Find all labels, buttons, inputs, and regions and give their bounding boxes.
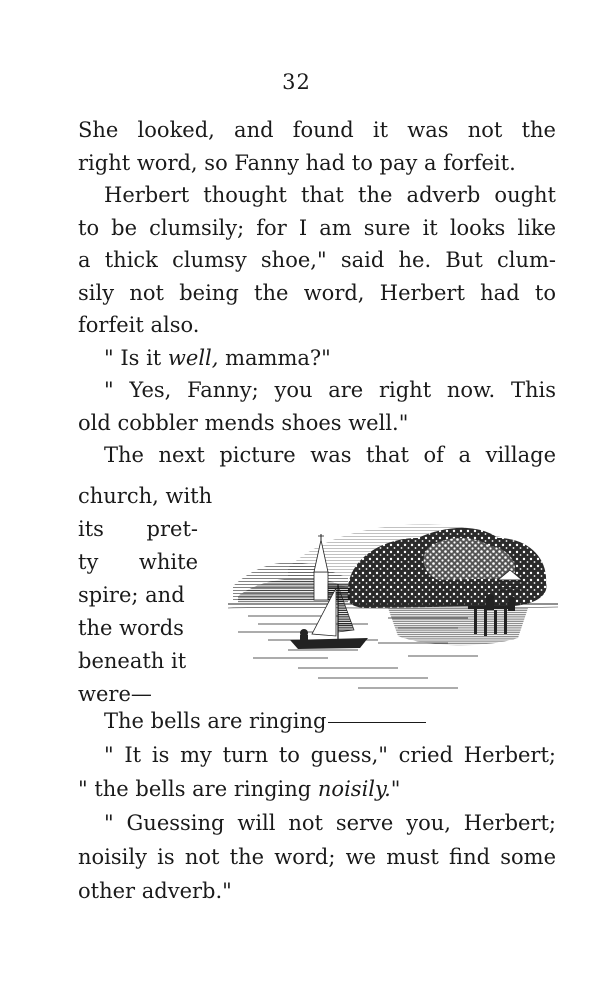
text-line: " Yes, Fanny; you are right now. This	[104, 378, 556, 402]
text-line: the words	[78, 616, 184, 640]
text-line: Herbert thought that the adverb ought	[104, 183, 556, 207]
italic-word: well,	[167, 345, 219, 370]
text-line: to be clumsily; for I am sure it looks like	[78, 215, 556, 240]
text-line: were—	[78, 682, 152, 706]
text-line: The next picture was that of a village	[104, 443, 556, 467]
text-line: a thick clumsy shoe," said he. But clum-	[78, 248, 556, 272]
dialogue-line	[78, 772, 556, 806]
text-line: " Guessing will not serve you, Herbert;	[104, 811, 556, 835]
text-line: other adverb."	[78, 879, 232, 903]
text-line: old cobbler mends shoes well."	[78, 410, 409, 435]
text-line: " It is my turn to guess," cried Herbert;	[104, 743, 556, 767]
text-line: church, with	[78, 484, 213, 508]
village-church-engraving	[228, 508, 558, 698]
text-line: forfeit also.	[78, 313, 200, 337]
text-line: its pret-	[78, 517, 198, 541]
wrapped-text-column	[78, 480, 228, 711]
page-number: 32	[282, 70, 311, 94]
blank-dash-rule	[328, 722, 426, 723]
text-fragment: "	[390, 777, 401, 801]
dialogue-line	[78, 342, 556, 375]
top-text-block	[78, 114, 556, 472]
text-line: She looked, and found it was not the	[78, 118, 556, 142]
text-line: noisily is not the word; we must find some	[78, 845, 556, 869]
text-line: right word, so Fanny had to pay a forfeit.	[78, 150, 516, 175]
text-line: spire; and	[78, 583, 185, 607]
bottom-text-block	[78, 704, 556, 908]
text-line: beneath it	[78, 649, 187, 673]
bells-line	[78, 704, 556, 738]
text-fragment: The bells are ringing	[104, 709, 327, 733]
text-fragment: " the bells are ringing	[78, 777, 318, 801]
text-line: sily not being the word, Herbert had to	[78, 280, 556, 305]
text-fragment: " Is it	[104, 345, 168, 370]
text-fragment: mamma?"	[218, 345, 331, 370]
text-line: ty white	[78, 550, 198, 574]
italic-word: noisily.	[317, 777, 391, 801]
